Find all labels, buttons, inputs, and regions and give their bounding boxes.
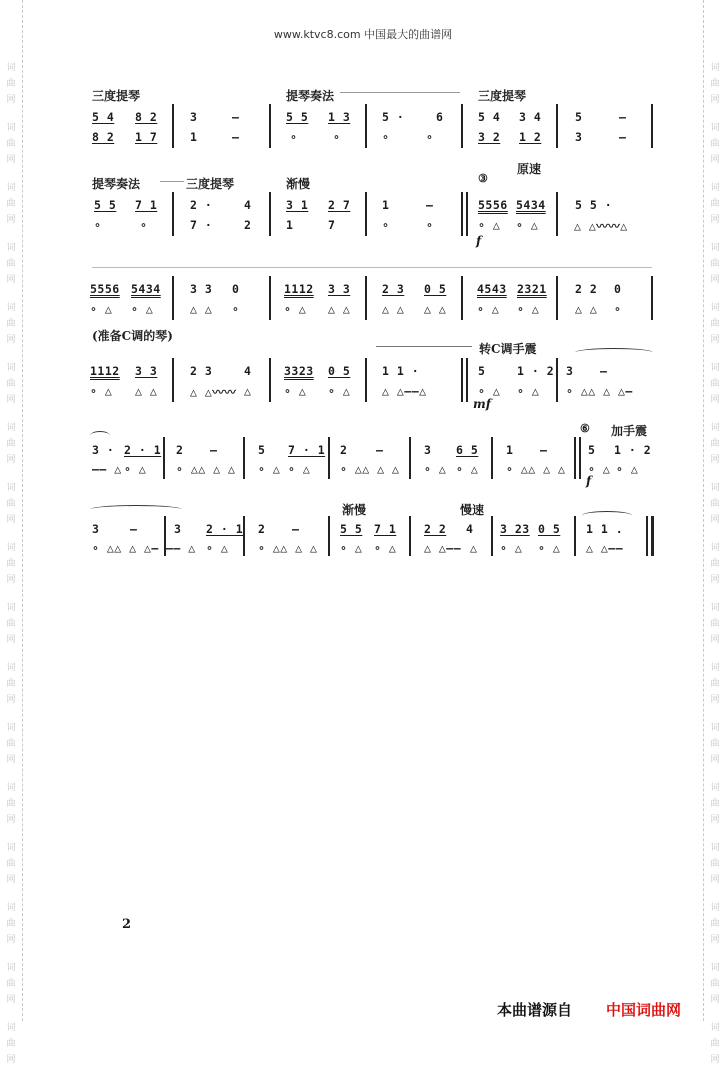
note-group: 1 2 <box>519 130 542 144</box>
note-group: 2 <box>176 443 184 457</box>
note-group: 7 <box>328 218 336 232</box>
note-group: ∘ △ <box>374 541 397 555</box>
note-group: 8 2 <box>135 110 158 124</box>
note-group: ∘ △△ △ △ <box>176 462 236 476</box>
note-group: – <box>292 522 300 536</box>
watermark-char: 词 <box>710 603 720 613</box>
watermark-char: 网 <box>710 515 720 525</box>
watermark-char: 曲 <box>710 379 720 389</box>
watermark-char: 词 <box>710 843 720 853</box>
watermark-char: 词 <box>710 243 720 253</box>
note-group: 1 1 · <box>382 364 420 378</box>
note-group: ∘ △ <box>424 462 447 476</box>
annotation-three-degree-violin: 三度提琴 <box>92 89 141 103</box>
note-group: 3 4 <box>519 110 542 124</box>
note-group: 3323 <box>284 364 314 378</box>
note-group: ∘ △ <box>477 302 500 316</box>
watermark-char: 曲 <box>710 499 720 509</box>
note-group: ∘ <box>382 130 390 144</box>
watermark-char: 曲 <box>710 859 720 869</box>
note-group: 2 <box>258 522 266 536</box>
watermark-char: 曲 <box>710 559 720 569</box>
note-group: ∘ <box>333 130 341 144</box>
note-group: 3 <box>190 110 198 124</box>
note-group: 1 7 <box>135 130 158 144</box>
watermark-char: 网 <box>710 695 720 705</box>
watermark-char: 网 <box>6 515 16 525</box>
note-group: ∘ △ <box>258 462 281 476</box>
watermark-char: 曲 <box>6 379 16 389</box>
watermark-char: 网 <box>710 635 720 645</box>
note-group: ∘ △ <box>456 462 479 476</box>
note-group: 4543 <box>477 282 507 296</box>
note-group: – <box>619 110 627 124</box>
note-group: △ <box>470 541 478 555</box>
watermark-char: 曲 <box>6 619 16 629</box>
watermark-char: 网 <box>6 155 16 165</box>
note-group: 7 1 <box>135 198 158 212</box>
watermark-char: 网 <box>6 695 16 705</box>
watermark-char: 词 <box>6 363 16 373</box>
watermark-char: 词 <box>6 843 16 853</box>
note-group: 4 <box>244 364 252 378</box>
note-group: 5434 <box>516 198 546 212</box>
note-group: – <box>232 110 240 124</box>
watermark-char: 词 <box>710 423 720 433</box>
note-group: △ <box>244 384 252 398</box>
watermark-char: 曲 <box>6 259 16 269</box>
note-group: ∘ △ <box>538 541 561 555</box>
note-group: 1 <box>506 443 514 457</box>
watermark-char: 词 <box>6 423 16 433</box>
note-group: 7 · 1 <box>288 443 326 457</box>
note-group: ∘ △ <box>340 541 363 555</box>
watermark-char: 曲 <box>6 1039 16 1049</box>
watermark-char: 网 <box>6 935 16 945</box>
note-group: —— △ <box>92 462 122 476</box>
note-group: ∘ △ <box>517 302 540 316</box>
watermark-char: 曲 <box>6 919 16 929</box>
note-group: ∘ <box>426 218 434 232</box>
watermark-char: 网 <box>710 755 720 765</box>
note-group: ∘ <box>232 302 240 316</box>
watermark-char: 词 <box>710 903 720 913</box>
note-group: △ △ <box>328 302 351 316</box>
watermark-char: 词 <box>710 483 720 493</box>
watermark-char: 词 <box>6 1023 16 1033</box>
note-group: 2 · 1 <box>206 522 244 536</box>
note-group: 2 3 <box>190 364 213 378</box>
annotation-three-degree-violin: 三度提琴 <box>186 177 235 191</box>
watermark-char: 曲 <box>710 619 720 629</box>
note-group: ∘ △ <box>131 302 154 316</box>
watermark-char: 曲 <box>6 199 16 209</box>
note-group: 3 <box>424 443 432 457</box>
dynamic-mezzo-forte: mf <box>473 397 491 411</box>
note-group: ∘ <box>290 130 298 144</box>
note-group: 2321 <box>517 282 547 296</box>
watermark-char: 网 <box>6 575 16 585</box>
note-group: ∘ △△ △ △— <box>566 384 633 398</box>
note-group: —— △ <box>166 541 196 555</box>
watermark-char: 网 <box>710 215 720 225</box>
note-group: 1 <box>286 218 294 232</box>
watermark-char: 词 <box>6 543 16 553</box>
watermark-char: 词 <box>710 723 720 733</box>
note-group: 5 <box>478 364 486 378</box>
note-group: 3 <box>174 522 182 536</box>
note-group: 1112 <box>284 282 314 296</box>
note-group: – <box>232 130 240 144</box>
note-group: 1 1 . <box>586 522 624 536</box>
note-group: 3 3 <box>190 282 213 296</box>
watermark-char: 网 <box>710 275 720 285</box>
annotation-three-degree-violin: 三度提琴 <box>478 89 527 103</box>
watermark-char: 网 <box>710 815 720 825</box>
note-group: 3 3 <box>135 364 158 378</box>
watermark-char: 曲 <box>6 439 16 449</box>
note-group: 2 · 1 <box>124 443 162 457</box>
note-group: 0 5 <box>328 364 351 378</box>
note-group: 0 5 <box>538 522 561 536</box>
note-group: 1 3 <box>328 110 351 124</box>
note-group: 0 <box>614 282 622 296</box>
note-group: 0 5 <box>424 282 447 296</box>
note-group: ∘ <box>140 218 148 232</box>
watermark-char: 网 <box>710 1055 720 1065</box>
watermark-char: 曲 <box>710 319 720 329</box>
watermark-char: 曲 <box>6 139 16 149</box>
note-group: 3 2 <box>478 130 501 144</box>
watermark-char: 曲 <box>6 559 16 569</box>
watermark-text <box>2 1020 20 1068</box>
note-group: 0 <box>232 282 240 296</box>
watermark-char: 网 <box>710 995 720 1005</box>
note-group: ∘ △△ △ △ <box>506 462 566 476</box>
note-group: 5 · <box>382 110 405 124</box>
watermark-char: 词 <box>6 243 16 253</box>
note-group: △ △〰〰△ <box>574 219 628 233</box>
dynamic-forte: f <box>476 234 482 248</box>
annotation-switch-c-vibrato: 转C调手震 <box>479 342 537 356</box>
watermark-char: 网 <box>6 635 16 645</box>
note-group: ∘ △ <box>288 462 311 476</box>
note-group: 7 1 <box>374 522 397 536</box>
watermark-char: 词 <box>6 63 16 73</box>
note-group: △ △ <box>424 302 447 316</box>
note-group: 1 <box>190 130 198 144</box>
note-group: 2 7 <box>328 198 351 212</box>
watermark-char: 网 <box>6 395 16 405</box>
watermark-char: 曲 <box>710 259 720 269</box>
note-group: ∘ △△ △ △ <box>340 462 400 476</box>
note-group: △ △ <box>575 302 598 316</box>
note-group: ∘ △ <box>284 302 307 316</box>
watermark-char: 曲 <box>710 739 720 749</box>
watermark-char: 网 <box>6 455 16 465</box>
note-group: ∘ △ <box>90 384 113 398</box>
note-group: ∘ △ <box>206 541 229 555</box>
watermark-char: 曲 <box>6 859 16 869</box>
note-group: 1 · 2 <box>614 443 652 457</box>
note-group: 2 · <box>190 198 213 212</box>
watermark-char: 词 <box>710 183 720 193</box>
watermark-char: 网 <box>710 935 720 945</box>
note-group: ∘ △ <box>478 218 501 232</box>
note-group: – <box>210 443 218 457</box>
annotation-gradually-slower: 渐慢 <box>286 177 311 191</box>
note-group: ∘ <box>382 218 390 232</box>
note-group: 2 2 <box>424 522 447 536</box>
watermark-char: 网 <box>6 755 16 765</box>
watermark-char: 曲 <box>710 79 720 89</box>
watermark-char: 网 <box>6 95 16 105</box>
watermark-char: 曲 <box>710 199 720 209</box>
note-group: 1 · 2 <box>517 364 555 378</box>
watermark-char: 词 <box>6 123 16 133</box>
note-group: △ △——△ <box>382 384 427 398</box>
note-group: △ △ <box>382 302 405 316</box>
watermark-char: 网 <box>6 1055 16 1065</box>
note-group: – <box>426 198 434 212</box>
note-group: ∘ △ <box>284 384 307 398</box>
note-group: 5 5 <box>286 110 309 124</box>
note-group: ∘ △ <box>90 302 113 316</box>
note-group: △ △〰〰 <box>190 385 237 399</box>
note-group: 5 <box>258 443 266 457</box>
watermark-char: 网 <box>710 335 720 345</box>
note-group: 5 4 <box>92 110 115 124</box>
watermark-char: 词 <box>710 783 720 793</box>
annotation-violin-technique: 提琴奏法 <box>286 89 335 103</box>
watermark-char: 词 <box>6 663 16 673</box>
watermark-char: 曲 <box>6 319 16 329</box>
note-group: △ △ <box>135 384 158 398</box>
watermark-char: 网 <box>710 395 720 405</box>
note-group: 2 3 <box>382 282 405 296</box>
note-group: – <box>540 443 548 457</box>
dynamic-forte: f <box>586 474 592 488</box>
watermark-char: 曲 <box>710 1039 720 1049</box>
note-group: 3 23 <box>500 522 530 536</box>
note-group: ∘ △ <box>478 384 501 398</box>
watermark-char: 词 <box>6 963 16 973</box>
watermark-char: 曲 <box>710 919 720 929</box>
watermark-char: 曲 <box>710 679 720 689</box>
annotation-gradually-slower: 渐慢 <box>342 503 367 517</box>
note-group: 2 <box>244 218 252 232</box>
note-group: 2 2 <box>575 282 598 296</box>
note-group: ∘ △ <box>616 462 639 476</box>
watermark-text <box>706 1020 724 1068</box>
watermark-char: 曲 <box>710 799 720 809</box>
note-group: 7 · <box>190 218 213 232</box>
note-group: ∘ <box>426 130 434 144</box>
watermark-char: 词 <box>710 663 720 673</box>
note-group: ∘ <box>94 218 102 232</box>
watermark-char: 曲 <box>6 679 16 689</box>
note-group: 1 <box>382 198 390 212</box>
note-group: – <box>619 130 627 144</box>
note-group: 3 <box>566 364 574 378</box>
watermark-char: 曲 <box>6 799 16 809</box>
watermark-char: 词 <box>710 963 720 973</box>
note-group: 5 4 <box>478 110 501 124</box>
note-group: ∘ △ <box>588 462 611 476</box>
watermark-char: 网 <box>6 335 16 345</box>
watermark-char: 曲 <box>710 139 720 149</box>
watermark-char: 词 <box>6 603 16 613</box>
footer-brand-link[interactable]: 中国词曲网 <box>606 1001 682 1019</box>
note-group: ∘ △ <box>500 541 523 555</box>
note-group: – <box>376 443 384 457</box>
note-group: 5 5 · <box>575 198 613 212</box>
page-number: 2 <box>122 917 132 932</box>
site-header: www.ktvc8.com 中国最大的曲谱网 <box>273 28 453 41</box>
watermark-char: 曲 <box>6 499 16 509</box>
watermark-char: 曲 <box>6 739 16 749</box>
note-group: 5 <box>575 110 583 124</box>
note-group: 8 2 <box>92 130 115 144</box>
note-group: ∘ △ <box>124 462 147 476</box>
watermark-char: 网 <box>6 275 16 285</box>
note-group: 3 <box>575 130 583 144</box>
note-group: △ △—— <box>586 541 624 555</box>
note-group: ∘ △ <box>516 218 539 232</box>
note-group: 5 5 <box>340 522 363 536</box>
note-group: 3 1 <box>286 198 309 212</box>
watermark-char: 网 <box>6 215 16 225</box>
note-group: 6 <box>436 110 444 124</box>
watermark-char: 曲 <box>710 979 720 989</box>
watermark-char: 词 <box>710 303 720 313</box>
note-group: △ △—— <box>424 541 462 555</box>
note-group: 3 · <box>92 443 115 457</box>
note-group: 6 5 <box>456 443 479 457</box>
watermark-char: 网 <box>710 455 720 465</box>
watermark-char: 网 <box>710 875 720 885</box>
note-group: ∘ △△ △ △— <box>92 541 159 555</box>
note-group: ∘ <box>614 302 622 316</box>
note-group: 5556 <box>90 282 120 296</box>
watermark-char: 网 <box>710 155 720 165</box>
watermark-char: 词 <box>710 1023 720 1033</box>
watermark-char: 曲 <box>6 979 16 989</box>
watermark-char: 网 <box>6 995 16 1005</box>
note-group: 5 5 <box>94 198 117 212</box>
watermark-char: 曲 <box>710 439 720 449</box>
note-group: 3 3 <box>328 282 351 296</box>
watermark-char: 网 <box>6 875 16 885</box>
watermark-char: 词 <box>6 903 16 913</box>
note-group: 3 <box>92 522 100 536</box>
watermark-char: 词 <box>6 723 16 733</box>
note-group: ∘ △△ △ △ <box>258 541 318 555</box>
note-group: 1112 <box>90 364 120 378</box>
note-group: – <box>130 522 138 536</box>
note-group: △ △ <box>190 302 213 316</box>
note-group: – <box>600 364 608 378</box>
annotation-prepare-c-key: (准备C调的琴) <box>92 329 173 343</box>
annotation-slow-tempo: 慢速 <box>460 503 485 517</box>
watermark-char: 词 <box>6 483 16 493</box>
footer-source-label: 本曲谱源自 <box>497 1001 573 1019</box>
watermark-char: 词 <box>6 783 16 793</box>
note-group: ∘ △ <box>328 384 351 398</box>
watermark-char: 词 <box>710 363 720 373</box>
annotation-violin-technique: 提琴奏法 <box>92 177 141 191</box>
annotation-original-tempo: 原速 <box>517 162 542 176</box>
watermark-char: 曲 <box>6 79 16 89</box>
note-group: 5556 <box>478 198 508 212</box>
watermark-char: 词 <box>710 123 720 133</box>
watermark-char: 词 <box>6 303 16 313</box>
annotation-add-vibrato: 加手震 <box>611 424 648 438</box>
note-group: 5434 <box>131 282 161 296</box>
watermark-char: 词 <box>6 183 16 193</box>
section-marker-3: ③ <box>478 172 488 185</box>
note-group: ∘ △ <box>517 384 540 398</box>
section-marker-6: ⑥ <box>580 422 590 435</box>
note-group: 4 <box>244 198 252 212</box>
note-group: 4 <box>466 522 474 536</box>
watermark-char: 网 <box>710 95 720 105</box>
watermark-char: 词 <box>710 63 720 73</box>
watermark-char: 网 <box>6 815 16 825</box>
note-group: 5 <box>588 443 596 457</box>
watermark-char: 词 <box>710 543 720 553</box>
note-group: 2 <box>340 443 348 457</box>
watermark-char: 网 <box>710 575 720 585</box>
